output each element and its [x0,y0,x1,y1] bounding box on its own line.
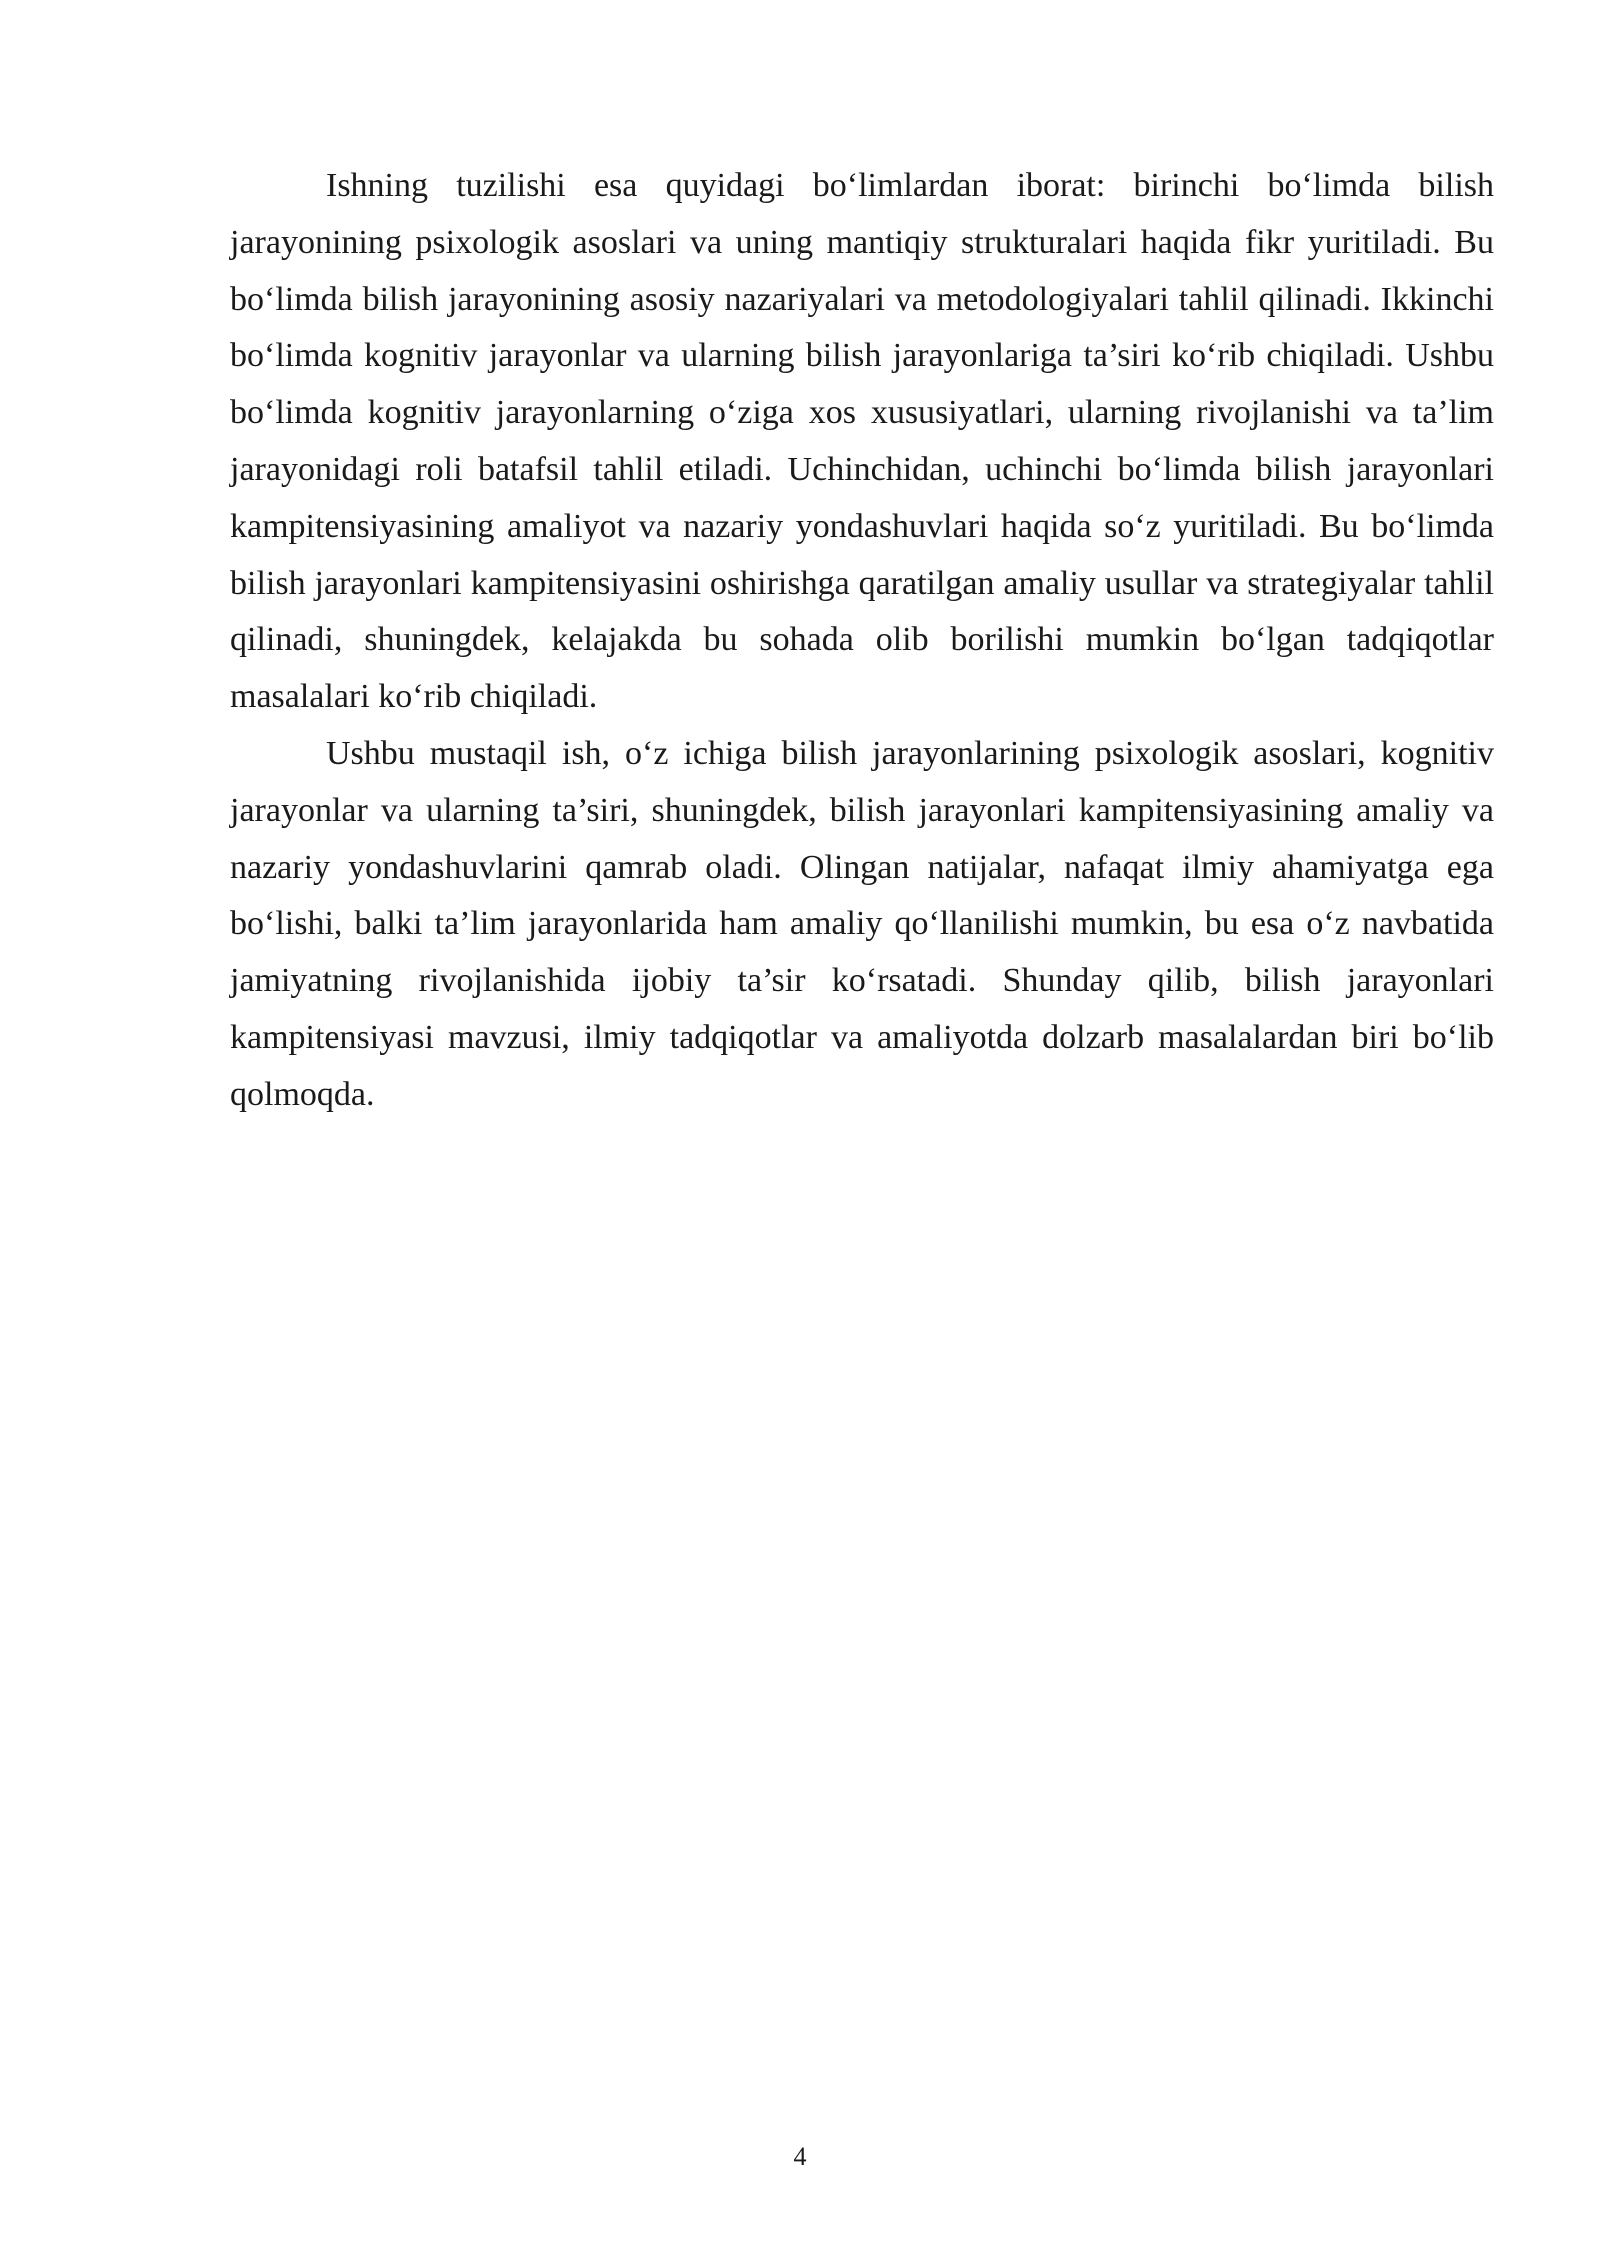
page-number: 4 [793,2142,807,2171]
paragraph-summary: Ushbu mustaqil ish, o‘z ichiga bilish jarayonlarining psixologik asoslari, kognitiv jarayonlar va ularning ta’siri, shuningdek, bilish jarayonlari kampitensiyasining amaliy va nazariy yondashuvlarini qamrab oladi. Olingan natijalar, nafaqat ilmiy ahamiyatga ega bo‘lishi, balki ta’lim jarayonlarida ham amaliy qo‘llanilishi mumkin, bu esa o‘z navbatida jamiyatning rivojlanishida ijobiy ta’sir ko‘rsatadi. Shunday qilib, bilish jarayonlari kampitensiyasi mavzusi, ilmiy tadqiqotlar va amaliyotda dolzarb masalalardan biri bo‘lib qolmoqda. [230,734,1494,1113]
paragraph-structure: Ishning tuzilishi esa quyidagi bo‘limlardan iborat: birinchi bo‘limda bilish jarayonining psixologik asoslari va uning mantiqiy strukturalari haqida fikr yuritiladi. Bu bo‘limda bilish jarayonining asosiy nazariyalari va metodologiyalari tahlil qilinadi. Ikkinchi bo‘limda kognitiv jarayonlar va ularning bilish jarayonlariga ta’siri ko‘rib chiqiladi. Ushbu bo‘limda kognitiv jarayonlarning o‘ziga xos xususiyatlari, ularning rivojlanishi va ta’lim jarayonidagi roli batafsil tahlil etiladi. Uchinchidan, uchinchi bo‘limda bilish jarayonlari kampitensiyasining amaliyot va nazariy yondashuvlari haqida so‘z yuritiladi. Bu bo‘limda bilish jarayonlari kampitensiyasini oshirishga qaratilgan amaliy usullar va strategiyalar tahlil qilinadi, shuningdek, kelajakda bu sohada olib borilishi mumkin bo‘lgan tadqiqotlar masalalari ko‘rib chiqiladi. [230,167,1494,716]
document-body [230,158,1494,1124]
